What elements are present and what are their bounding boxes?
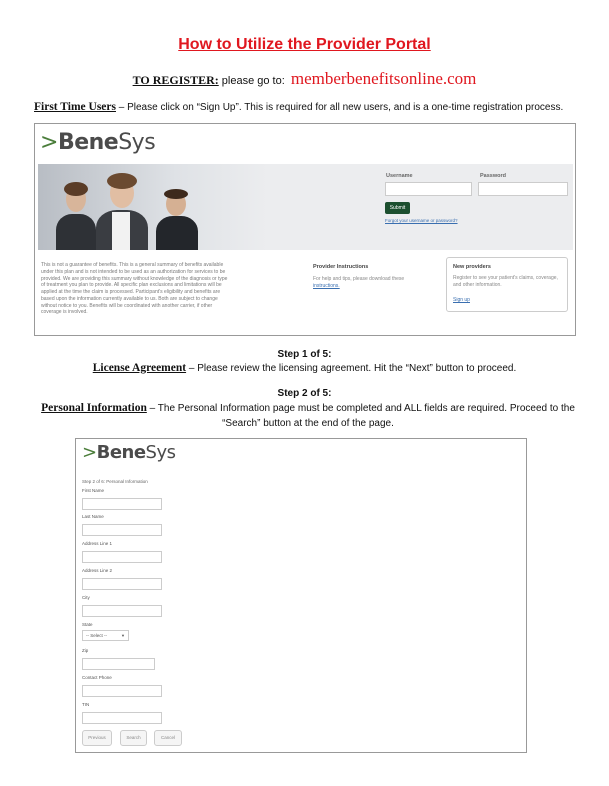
city-label: City: [82, 595, 90, 600]
people-photo: [38, 164, 268, 250]
hero-banner: [38, 164, 573, 250]
city-input[interactable]: [82, 605, 162, 617]
first-name-input[interactable]: [82, 498, 162, 510]
tin-input[interactable]: [82, 712, 162, 724]
first-time-users-text: – Please click on “Sign Up”. This is required for all new users, and is a one-time registration process.: [118, 102, 564, 113]
register-text: please go to:: [221, 75, 285, 87]
personal-info-screenshot: [75, 438, 527, 753]
disclaimer-text: This is not a guarantee of benefits. This is a general summary of benefits available under this plan and is not intended to be used as an authorization for services to be provided. We are providing this summary without knowledge of the diagnosis or type of treatment you plan to provide. All specific plan exclusions and limitations will be applied at the time the claim is processed. Participant's eligibility and benefits are based upon the information currently available to us. Both are subject to change without notice to you. Benefits will be coordinated with another carrier, if other coverage is involved.: [41, 262, 228, 316]
zip-input[interactable]: [82, 658, 155, 670]
register-instruction: [0, 69, 609, 89]
benesys-logo: >BeneSys: [40, 130, 156, 155]
username-input[interactable]: [385, 182, 472, 196]
document-title: How to Utilize the Provider Portal: [178, 36, 431, 53]
address-line-1-label: Address Line 1: [82, 541, 113, 546]
form-step-indicator: Step 2 of 6: Personal Information: [82, 479, 148, 484]
step1-heading: License Agreement: [92, 362, 187, 374]
provider-instructions-title: Provider Instructions: [313, 264, 369, 270]
state-select-value: -- Select --: [86, 633, 108, 638]
new-providers-title: New providers: [453, 264, 491, 270]
username-label: Username: [386, 173, 413, 179]
last-name-input[interactable]: [82, 524, 162, 536]
forgot-credentials-link[interactable]: Forgot your username or password?: [385, 218, 458, 223]
cancel-button[interactable]: Cancel: [154, 730, 182, 746]
contact-phone-input[interactable]: [82, 685, 162, 697]
step2-label: Step 2 of 5:: [277, 388, 332, 399]
password-label: Password: [480, 173, 506, 179]
submit-button[interactable]: Submit: [385, 202, 410, 214]
first-name-label: First Name: [82, 488, 105, 493]
logo-chevron-icon: >: [40, 130, 58, 155]
step2-text: – The Personal Information page must be completed and ALL fields are required. Proceed to the “Search” button at the end of the page.: [149, 403, 575, 429]
new-providers-panel: [446, 257, 568, 312]
address-line-2-input[interactable]: [82, 578, 162, 590]
last-name-label: Last Name: [82, 514, 104, 519]
first-time-users-instruction: [34, 101, 563, 113]
logo-chevron-icon: >: [82, 442, 97, 463]
step2-instruction: [38, 401, 578, 431]
step1-instruction: [0, 362, 609, 374]
tin-label: TIN: [82, 702, 90, 707]
sign-up-link[interactable]: Sign up: [453, 297, 470, 303]
register-url: memberbenefitsonline.com: [290, 69, 477, 88]
previous-button[interactable]: Previous: [82, 730, 112, 746]
state-label: State: [82, 622, 93, 627]
address-line-1-input[interactable]: [82, 551, 162, 563]
contact-phone-label: Contact Phone: [82, 675, 112, 680]
benesys-logo: >BeneSys: [82, 442, 176, 463]
provider-instructions-text: For help and tips, please download these instructions.: [313, 276, 405, 289]
register-heading: TO REGISTER:: [132, 73, 219, 87]
step2-heading: Personal Information: [41, 402, 147, 414]
dropdown-caret-icon: ▼: [121, 633, 125, 638]
step1-label: Step 1 of 5:: [277, 349, 332, 360]
step1-text: – Please review the licensing agreement. Hit the “Next” button to proceed.: [188, 363, 517, 374]
new-providers-text: Register to see your patient's claims, coverage, and other information.: [453, 275, 558, 288]
login-page-screenshot: [34, 123, 576, 336]
first-time-users-heading: First Time Users: [34, 101, 116, 113]
state-select[interactable]: [82, 630, 129, 641]
address-line-2-label: Address Line 2: [82, 568, 113, 573]
search-button[interactable]: Search: [120, 730, 147, 746]
zip-label: Zip: [82, 648, 89, 653]
password-input[interactable]: [478, 182, 568, 196]
instructions-link[interactable]: instructions.: [313, 282, 340, 289]
